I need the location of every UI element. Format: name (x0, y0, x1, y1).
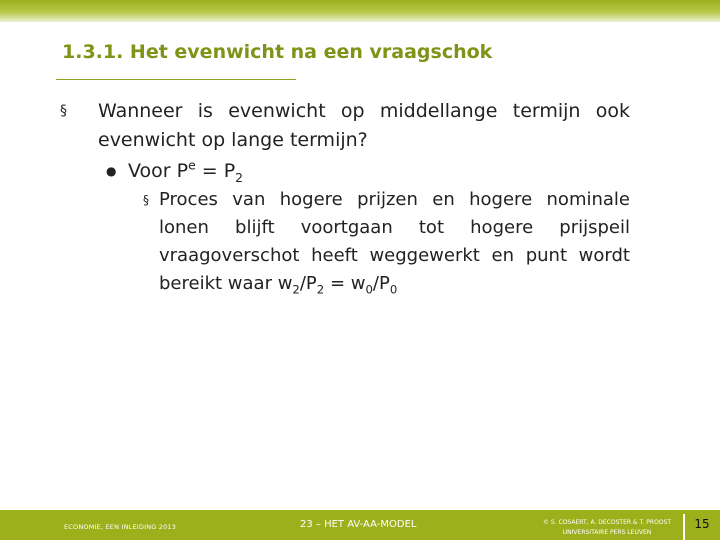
footer-course: ECONOMIE, EEN INLEIDING 2013 (64, 523, 177, 531)
bullet-3-text-b: /P (299, 273, 317, 294)
header-band (0, 0, 720, 22)
title-divider (56, 79, 296, 80)
footer-chapter: 23 – HET AV-AA-MODEL (300, 519, 417, 530)
page-number: 15 (694, 517, 710, 531)
bullet-3-sub-a: 2 (292, 282, 300, 297)
bullet-level-3 (56, 186, 630, 298)
bullet-2-text-b: = P (195, 160, 236, 182)
dot-bullet-icon: ● (106, 164, 117, 178)
bullet-3-text-d: /P (372, 273, 390, 294)
bullet-level-2 (56, 157, 630, 186)
footer-copyright (532, 518, 682, 538)
square-bullet-icon: § (60, 103, 67, 119)
footer-bar (0, 510, 720, 540)
slide-title: 1.3.1. Het evenwicht na een vraagschok (62, 41, 493, 63)
bullet-3-text-a: Proces van hogere prijzen en hogere nominale lonen blijft voortgaan tot hogere prijspeil vraagoverschot heeft weggewerkt en punt wordt bereikt waar w (159, 189, 630, 294)
footer-divider (683, 514, 685, 540)
bullet-level-1 (56, 97, 630, 155)
bullet-3-sub-b: 2 (316, 282, 325, 297)
bullet-3-sub-c: 0 (365, 282, 373, 297)
bullet-2-text-a: Voor P (128, 160, 189, 182)
bullet-3-text-c: = w (329, 273, 366, 294)
bullet-2-sub: 2 (235, 170, 244, 185)
square-bullet-icon: § (143, 193, 149, 207)
bullet-3-sub-d: 0 (389, 282, 398, 297)
bullet-2-sup: e (188, 158, 196, 173)
slide-content (56, 97, 630, 298)
footer-publisher: UNIVERSITAIRE PERS LEUVEN (562, 529, 652, 536)
footer-authors: © S. COSAERT, A. DECOSTER & T. PROOST (542, 519, 671, 526)
bullet-1-text: Wanneer is evenwicht op middellange termijn ook evenwicht op lange termijn? (98, 100, 630, 151)
